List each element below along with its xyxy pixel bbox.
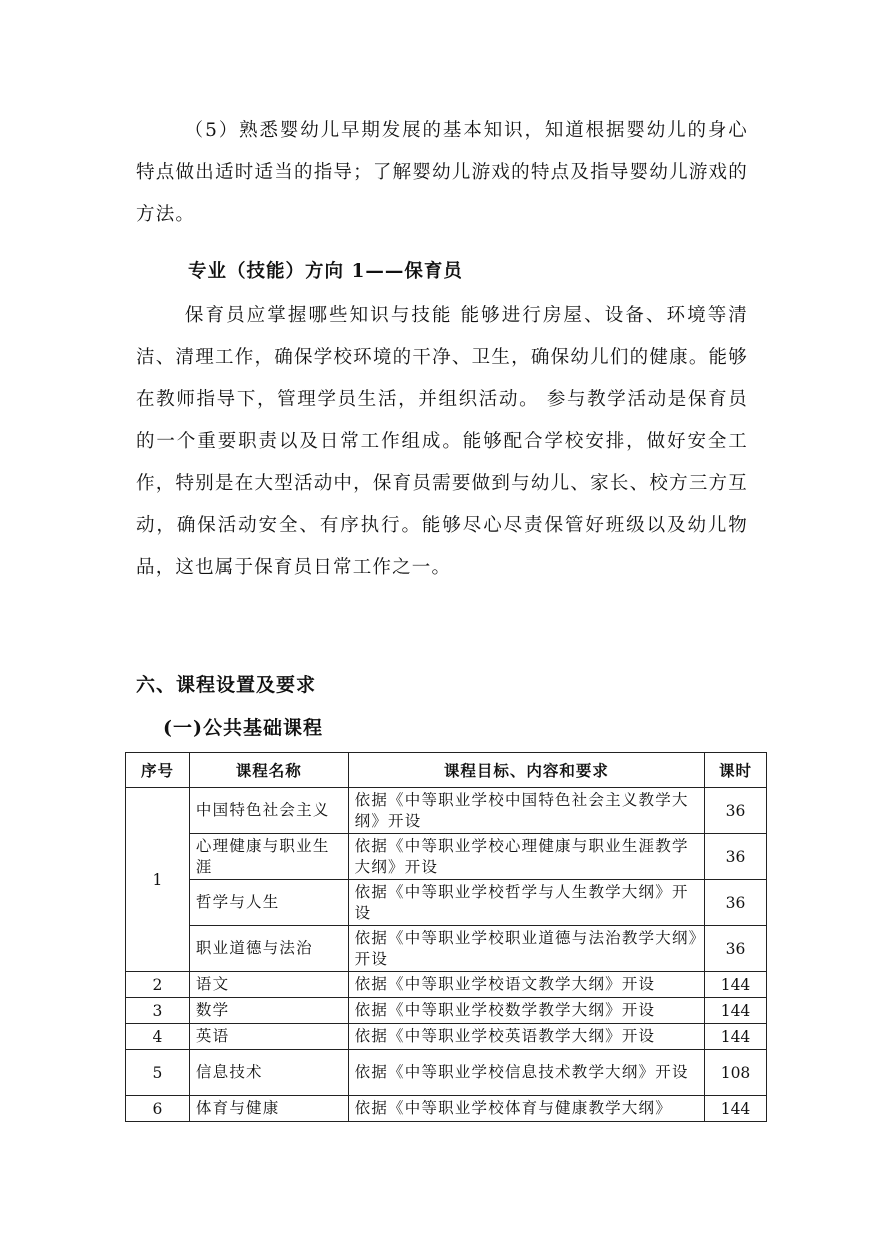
cell-requirements: 依据《中等职业学校语文教学大纲》开设 [348,972,704,998]
table-row [126,834,767,880]
table-row [126,998,767,1024]
table-row [126,880,767,926]
baoyu-paragraph-text: 保育员应掌握哪些知识与技能 能够进行房屋、设备、环境等清洁、清理工作，确保学校环境的干净、卫生，确保幼儿们的健康。能够在教师指导下，管理学员生活，并组织活动。 参与教学活动是保育员的一个重要职责以及日常工作组成。能够配合学校安排，做好安全工作，特别是在大型活动中，保育员需要做到与幼儿、家长、校方三方互动，确保活动安全、有序执行。能够尽心尽责保管好班级以及幼儿物品，这也属于保育员日常工作之一。 [136,305,748,578]
header-course-name: 课程名称 [189,753,348,788]
table-row [126,788,767,834]
cell-hours: 144 [705,998,767,1024]
cell-requirements: 依据《中等职业学校心理健康与职业生涯教学大纲》开设 [348,834,704,880]
cell-requirements: 依据《中等职业学校中国特色社会主义教学大纲》开设 [348,788,704,834]
baoyu-paragraph [136,295,748,589]
cell-no: 2 [126,972,190,998]
cell-hours: 36 [705,788,767,834]
table-row [126,972,767,998]
cell-course-name: 数学 [189,998,348,1024]
cell-requirements: 依据《中等职业学校哲学与人生教学大纲》开设 [348,880,704,926]
cell-requirements: 依据《中等职业学校数学教学大纲》开设 [348,998,704,1024]
cell-no: 5 [126,1050,190,1096]
table-row [126,1050,767,1096]
table-row [126,926,767,972]
cell-course-name: 中国特色社会主义 [189,788,348,834]
cell-course-name: 体育与健康 [189,1096,348,1122]
cell-hours: 36 [705,834,767,880]
cell-requirements: 依据《中等职业学校英语教学大纲》开设 [348,1024,704,1050]
course-table [125,752,767,1122]
cell-course-name: 语文 [189,972,348,998]
subsection-heading: (一)公共基础课程 [163,717,323,739]
cell-course-name: 心理健康与职业生涯 [189,834,348,880]
cell-course-name: 哲学与人生 [189,880,348,926]
cell-course-name: 信息技术 [189,1050,348,1096]
table-row [126,1096,767,1122]
cell-hours: 108 [705,1050,767,1096]
table-header-row [126,753,767,788]
cell-course-name: 英语 [189,1024,348,1050]
paragraph-item-5 [136,110,748,236]
cell-hours: 36 [705,926,767,972]
table-row [126,1024,767,1050]
cell-no: 6 [126,1096,190,1122]
header-no: 序号 [126,753,190,788]
cell-hours: 144 [705,972,767,998]
cell-no: 4 [126,1024,190,1050]
cell-no: 1 [126,788,190,972]
paragraph-item-5-text: （5）熟悉婴幼儿早期发展的基本知识，知道根据婴幼儿的身心特点做出适时适当的指导；了解婴幼儿游戏的特点及指导婴幼儿游戏的方法。 [136,120,748,225]
cell-hours: 144 [705,1024,767,1050]
section-heading: 六、课程设置及要求 [136,674,317,696]
header-requirements: 课程目标、内容和要求 [348,753,704,788]
direction-heading: 专业（技能）方向 1——保育员 [188,261,463,282]
header-hours: 课时 [705,753,767,788]
cell-requirements: 依据《中等职业学校体育与健康教学大纲》 [348,1096,704,1122]
cell-course-name: 职业道德与法治 [189,926,348,972]
cell-hours: 36 [705,880,767,926]
cell-requirements: 依据《中等职业学校信息技术教学大纲》开设 [348,1050,704,1096]
cell-hours: 144 [705,1096,767,1122]
cell-requirements: 依据《中等职业学校职业道德与法治教学大纲》开设 [348,926,704,972]
cell-no: 3 [126,998,190,1024]
